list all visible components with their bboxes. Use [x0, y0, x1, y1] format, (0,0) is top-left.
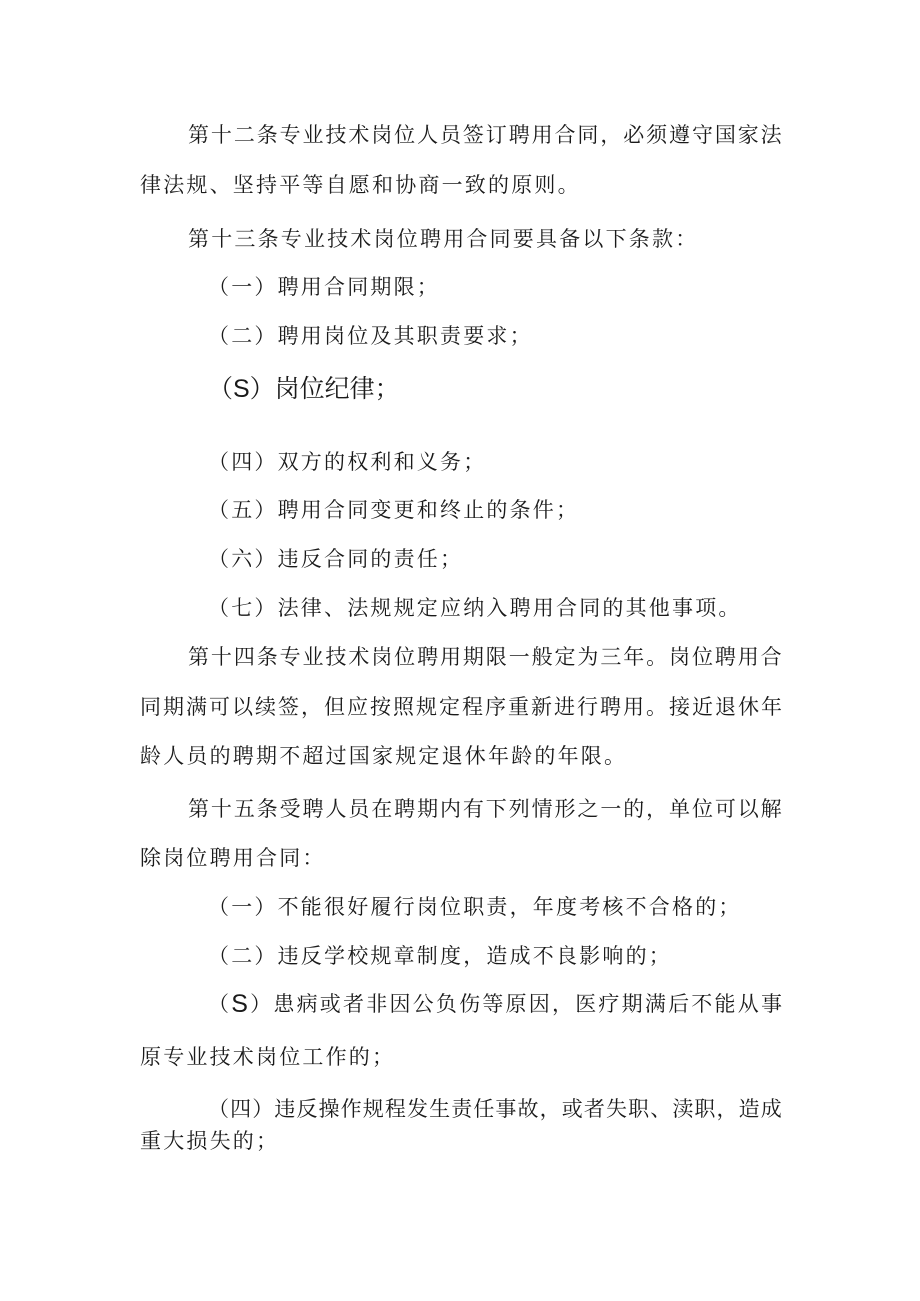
glyph: 位 [691, 645, 713, 669]
glyph: 应 [347, 695, 368, 719]
glyph: 合 [760, 645, 782, 669]
glyph: 业 [302, 123, 324, 147]
glyph: ） [250, 992, 272, 1016]
glyph: 法 [760, 123, 782, 147]
glyph: 须 [646, 123, 668, 147]
article-14-line-2 [140, 693, 782, 721]
glyph: 聘 [417, 645, 439, 669]
glyph: 岗 [371, 123, 393, 147]
glyph: 或 [561, 1097, 583, 1121]
glyph: 合 [554, 123, 576, 147]
glyph: 用 [531, 123, 553, 147]
glyph: 聘 [600, 695, 621, 719]
glyph: 任 [473, 1097, 495, 1121]
glyph: 近 [692, 695, 713, 719]
glyph: 疗 [598, 992, 620, 1016]
glyph: 家 [737, 123, 759, 147]
glyph: 岗 [371, 645, 393, 669]
glyph: 人 [325, 797, 347, 821]
article-13-item-3-text: （S）岗位纪律； [208, 375, 400, 403]
glyph: 四 [230, 1097, 252, 1121]
glyph: 事 [495, 1097, 517, 1121]
glyph: S [231, 990, 248, 1018]
glyph: 十 [210, 797, 232, 821]
glyph: 用 [737, 645, 759, 669]
glyph: 人 [417, 123, 439, 147]
glyph: 医 [575, 992, 597, 1016]
glyph: 员 [348, 797, 370, 821]
article-15-item-2: （二）违反学校规章制度，造成不良影响的； [208, 944, 672, 968]
article-13-heading: 第十三条专业技术岗位聘用合同要具备以下条款： [188, 227, 699, 251]
glyph: 者 [343, 992, 364, 1016]
glyph: ， [551, 992, 573, 1016]
glyph: 公 [412, 992, 434, 1016]
glyph: 职 [694, 1097, 716, 1121]
article-13-item-2: （二）聘用岗位及其职责要求； [208, 324, 533, 348]
glyph: 定 [554, 645, 576, 669]
glyph: 三 [600, 645, 622, 669]
article-13-item-7: （七）法律、法规规定应纳入聘用合同的其他事项。 [208, 596, 742, 620]
glyph: 岗 [669, 645, 691, 669]
glyph: 守 [691, 123, 713, 147]
glyph: 失 [605, 1097, 627, 1121]
glyph: 照 [393, 695, 414, 719]
glyph: 单 [669, 797, 691, 821]
glyph: 程 [384, 1097, 406, 1121]
glyph: 操 [318, 1097, 340, 1121]
article-13-item-6: （六）违反合同的责任； [208, 547, 464, 571]
glyph: 期 [621, 992, 643, 1016]
glyph: 位 [394, 123, 416, 147]
glyph: 用 [623, 695, 644, 719]
article-13-item-4: （四）双方的权利和义务； [208, 450, 487, 474]
article-13-item-3 [208, 375, 400, 404]
glyph: （ [208, 992, 229, 1016]
glyph: 条 [256, 797, 278, 821]
glyph: 聘 [508, 123, 530, 147]
glyph: 者 [583, 1097, 605, 1121]
glyph: 四 [233, 645, 255, 669]
glyph: 聘 [302, 797, 324, 821]
article-14-line-1 [188, 643, 782, 671]
glyph: 满 [644, 992, 666, 1016]
glyph: 情 [531, 797, 553, 821]
glyph: 以 [737, 797, 759, 821]
glyph: 十 [210, 123, 232, 147]
glyph: 按 [370, 695, 391, 719]
glyph: 因 [528, 992, 550, 1016]
glyph: 员 [439, 123, 461, 147]
glyph: 序 [485, 695, 506, 719]
glyph: 责 [451, 1097, 473, 1121]
glyph: 发 [406, 1097, 428, 1121]
glyph: 规 [362, 1097, 384, 1121]
glyph: 年 [623, 645, 645, 669]
glyph: 形 [554, 797, 576, 821]
glyph: 成 [760, 1097, 782, 1121]
glyph: 因 [389, 992, 411, 1016]
glyph: 年 [761, 695, 782, 719]
glyph: 同 [577, 123, 599, 147]
glyph: 从 [737, 992, 759, 1016]
glyph: 。 [646, 695, 667, 719]
glyph: 定 [439, 695, 460, 719]
glyph: 造 [738, 1097, 760, 1121]
glyph: 内 [439, 797, 461, 821]
glyph: 以 [232, 695, 253, 719]
glyph: 签 [462, 123, 484, 147]
glyph: 之 [577, 797, 599, 821]
glyph: 遵 [669, 123, 691, 147]
glyph: 新 [531, 695, 552, 719]
article-15-item-3-line-2: 原专业技术岗位工作的； [140, 1045, 396, 1069]
glyph: 同 [140, 695, 161, 719]
glyph: 可 [209, 695, 230, 719]
glyph: 签 [278, 695, 299, 719]
article-15-item-4-line-1 [208, 1095, 782, 1123]
glyph: 职 [628, 1097, 650, 1121]
glyph: 专 [279, 123, 301, 147]
glyph: 满 [186, 695, 207, 719]
glyph: 列 [508, 797, 530, 821]
article-15-item-3-line-1 [208, 990, 782, 1018]
article-14-line-3: 龄人员的聘期不超过国家规定退休年龄的年限。 [140, 744, 628, 768]
glyph: 反 [296, 1097, 318, 1121]
article-12-line-1 [188, 121, 782, 149]
glyph: 订 [485, 123, 507, 147]
glyph: 期 [163, 695, 184, 719]
glyph: 国 [714, 123, 736, 147]
glyph: 进 [554, 695, 575, 719]
glyph: 病 [296, 992, 318, 1016]
glyph: 可 [714, 797, 736, 821]
glyph: 技 [325, 123, 347, 147]
glyph: 规 [416, 695, 437, 719]
glyph: 位 [691, 797, 713, 821]
article-15-item-4-line-2: 重大损失的； [140, 1129, 280, 1153]
glyph: 事 [760, 992, 782, 1016]
glyph: 能 [714, 992, 736, 1016]
glyph: 条 [256, 123, 278, 147]
glyph: 必 [623, 123, 645, 147]
glyph: 后 [668, 992, 690, 1016]
glyph: 患 [273, 992, 295, 1016]
glyph: 为 [577, 645, 599, 669]
article-13-item-5: （五）聘用合同变更和终止的条件； [208, 498, 580, 522]
article-12-line-2: 律法规、坚持平等自愿和协商一致的原则。 [140, 173, 581, 197]
article-15-line-2: 除岗位聘用合同： [140, 846, 326, 870]
glyph: 期 [417, 797, 439, 821]
glyph: ， [600, 123, 622, 147]
glyph: 位 [394, 645, 416, 669]
glyph: 般 [531, 645, 553, 669]
glyph: 负 [435, 992, 457, 1016]
glyph: 作 [340, 1097, 362, 1121]
glyph: ， [301, 695, 322, 719]
glyph: 的 [623, 797, 645, 821]
glyph: 渎 [672, 1097, 694, 1121]
glyph: 术 [348, 123, 370, 147]
glyph: 聘 [714, 645, 736, 669]
glyph: ） [252, 1097, 274, 1121]
glyph: 五 [233, 797, 255, 821]
glyph: 生 [429, 1097, 451, 1121]
glyph: ， [716, 1097, 738, 1121]
glyph: 但 [324, 695, 345, 719]
article-13-item-1: （一）聘用合同期限； [208, 275, 440, 299]
glyph: 或 [319, 992, 341, 1016]
glyph: 第 [188, 645, 209, 669]
glyph: 二 [233, 123, 255, 147]
glyph: 违 [274, 1097, 296, 1121]
glyph: 。 [646, 645, 668, 669]
article-15-line-1 [188, 795, 782, 823]
glyph: 在 [371, 797, 393, 821]
glyph: 伤 [459, 992, 481, 1016]
glyph: 十 [210, 645, 232, 669]
glyph: 条 [256, 645, 278, 669]
glyph: 有 [462, 797, 484, 821]
glyph: 期 [462, 645, 484, 669]
glyph: 等 [482, 992, 504, 1016]
glyph: 程 [462, 695, 483, 719]
glyph: 休 [738, 695, 759, 719]
glyph: 原 [505, 992, 527, 1016]
glyph: 技 [325, 645, 347, 669]
glyph: 续 [255, 695, 276, 719]
glyph: 受 [279, 797, 301, 821]
glyph: 业 [302, 645, 324, 669]
glyph: ， [646, 797, 668, 821]
glyph: 退 [715, 695, 736, 719]
glyph: 接 [669, 695, 690, 719]
glyph: 、 [650, 1097, 672, 1121]
glyph: 下 [485, 797, 507, 821]
glyph: 解 [760, 797, 782, 821]
glyph: 聘 [394, 797, 416, 821]
glyph: 非 [366, 992, 388, 1016]
glyph: 术 [348, 645, 370, 669]
glyph: 不 [691, 992, 713, 1016]
article-15-item-1: （一）不能很好履行岗位职责，年度考核不合格的； [208, 895, 742, 919]
glyph: 重 [508, 695, 529, 719]
glyph: 用 [439, 645, 461, 669]
glyph: 限 [485, 645, 507, 669]
glyph: 第 [188, 797, 209, 821]
glyph: 专 [279, 645, 301, 669]
glyph: 一 [600, 797, 622, 821]
glyph: 故 [517, 1097, 539, 1121]
glyph: 一 [508, 645, 530, 669]
glyph: ， [539, 1097, 561, 1121]
glyph: 第 [188, 123, 209, 147]
glyph: （ [208, 1097, 229, 1121]
glyph: 行 [577, 695, 598, 719]
